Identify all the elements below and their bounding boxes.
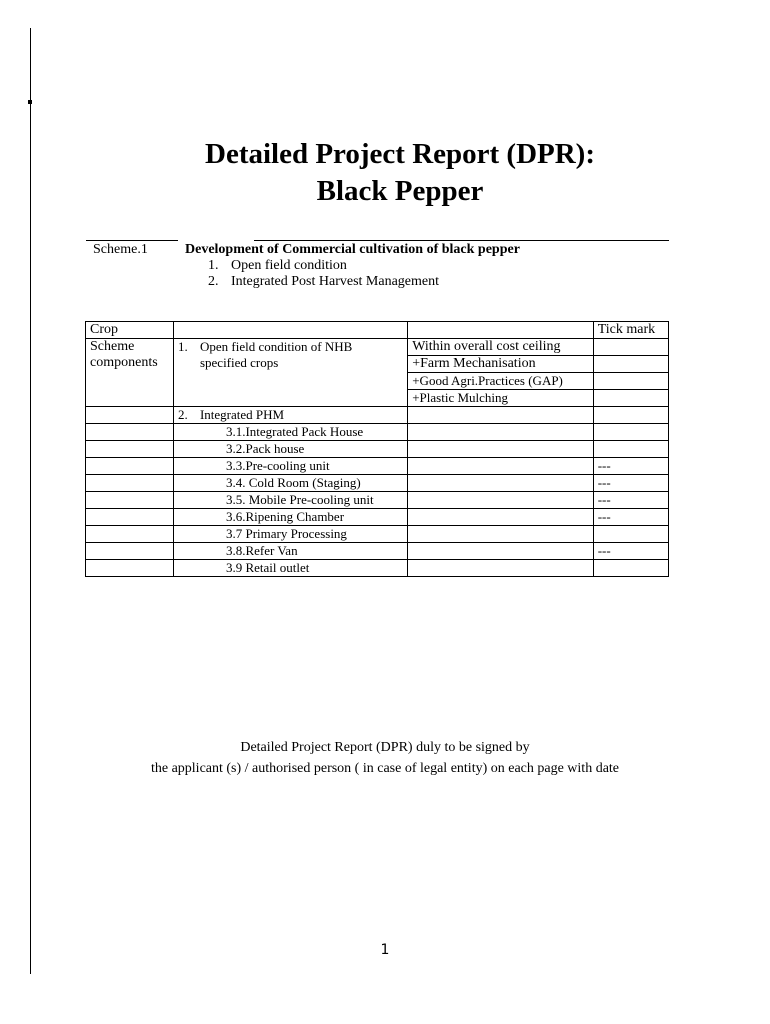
empty-cell — [86, 492, 174, 509]
crop-header: Crop — [86, 322, 174, 339]
empty-cell — [408, 509, 593, 526]
scheme-item-text: Integrated Post Harvest Management — [231, 274, 439, 289]
empty-cell — [408, 424, 593, 441]
empty-cell — [408, 526, 593, 543]
empty-cell — [408, 492, 593, 509]
subitem-label: 3.8.Refer Van — [173, 543, 407, 560]
page-number: 1 — [380, 942, 390, 958]
component-number: 1. — [177, 339, 188, 354]
table-row — [86, 424, 669, 441]
subitem-label: 3.2.Pack house — [173, 441, 407, 458]
tick-cell[interactable]: --- — [593, 509, 668, 526]
table-row — [86, 560, 669, 577]
subitem-label: 3.4. Cold Room (Staging) — [173, 475, 407, 492]
margin-marker — [28, 100, 32, 104]
subitem-label: 3.3.Pre-cooling unit — [173, 458, 407, 475]
option-cell: +Good Agri.Practices (GAP) — [408, 373, 593, 390]
tick-mark-header: Tick mark — [593, 322, 668, 339]
scheme-item — [208, 258, 347, 274]
scheme-item-number: 2. — [208, 274, 219, 289]
table-row — [86, 543, 669, 560]
tick-cell[interactable] — [593, 339, 668, 356]
table-header-row — [86, 322, 669, 339]
scheme-title: Development of Commercial cultivation of black pepper — [185, 242, 520, 257]
signature-note-line1: Detailed Project Report (DPR) duly to be signed by — [240, 740, 530, 755]
subitem-label: 3.7 Primary Processing — [173, 526, 407, 543]
option-cell: +Plastic Mulching — [408, 390, 593, 407]
scheme-item-text: Open field condition — [231, 258, 347, 273]
tick-cell[interactable] — [593, 390, 668, 407]
empty-cell — [408, 458, 593, 475]
tick-cell[interactable]: --- — [593, 543, 668, 560]
scheme-item-number: 1. — [208, 258, 219, 273]
tick-cell[interactable] — [593, 373, 668, 390]
empty-cell — [86, 458, 174, 475]
tick-cell[interactable]: --- — [593, 458, 668, 475]
component-1-cell — [173, 339, 407, 407]
component-number: 2. — [177, 407, 188, 422]
scheme-item — [208, 274, 439, 290]
signature-note-line2: the applicant (s) / authorised person ( in case of legal entity) on each page with date — [150, 761, 620, 776]
page-title-line1: Detailed Project Report (DPR): — [205, 138, 595, 170]
empty-cell — [86, 407, 174, 424]
table-row — [86, 458, 669, 475]
empty-cell — [408, 441, 593, 458]
tick-cell[interactable] — [593, 356, 668, 373]
option-cell: Within overall cost ceiling — [408, 339, 593, 356]
empty-cell — [408, 543, 593, 560]
empty-cell — [408, 560, 593, 577]
tick-cell[interactable] — [593, 560, 668, 577]
table-row — [86, 475, 669, 492]
subitem-label: 3.5. Mobile Pre-cooling unit — [173, 492, 407, 509]
tick-cell[interactable] — [593, 441, 668, 458]
empty-cell — [86, 424, 174, 441]
empty-cell — [86, 475, 174, 492]
table-row — [86, 339, 669, 356]
subitem-label: 3.6.Ripening Chamber — [173, 509, 407, 526]
empty-cell — [86, 543, 174, 560]
empty-cell — [408, 322, 593, 339]
tick-cell[interactable]: --- — [593, 492, 668, 509]
scheme-components-table — [85, 321, 669, 577]
crop-value-cell — [173, 322, 407, 339]
table-row — [86, 441, 669, 458]
option-cell: +Farm Mechanisation — [408, 356, 593, 373]
empty-cell — [86, 560, 174, 577]
table-row — [86, 526, 669, 543]
component-text: Open field condition of NHB specified crops — [199, 339, 353, 370]
page-title-line2: Black Pepper — [316, 175, 484, 207]
empty-cell — [86, 441, 174, 458]
empty-cell — [408, 475, 593, 492]
empty-cell — [86, 526, 174, 543]
empty-cell — [86, 509, 174, 526]
component-2-cell — [173, 407, 407, 424]
table-row — [86, 407, 669, 424]
empty-cell — [408, 407, 593, 424]
component-text: Integrated PHM — [199, 407, 285, 422]
table-row — [86, 509, 669, 526]
table-row — [86, 492, 669, 509]
scheme-rule-right — [254, 240, 669, 241]
tick-cell[interactable] — [593, 424, 668, 441]
tick-cell[interactable] — [593, 407, 668, 424]
scheme-label: Scheme.1 — [93, 242, 148, 257]
tick-cell[interactable] — [593, 526, 668, 543]
scheme-rule-left — [86, 240, 178, 241]
tick-cell[interactable]: --- — [593, 475, 668, 492]
subitem-label: 3.1.Integrated Pack House — [173, 424, 407, 441]
scheme-components-label: Scheme components — [86, 339, 174, 407]
subitem-label: 3.9 Retail outlet — [173, 560, 407, 577]
